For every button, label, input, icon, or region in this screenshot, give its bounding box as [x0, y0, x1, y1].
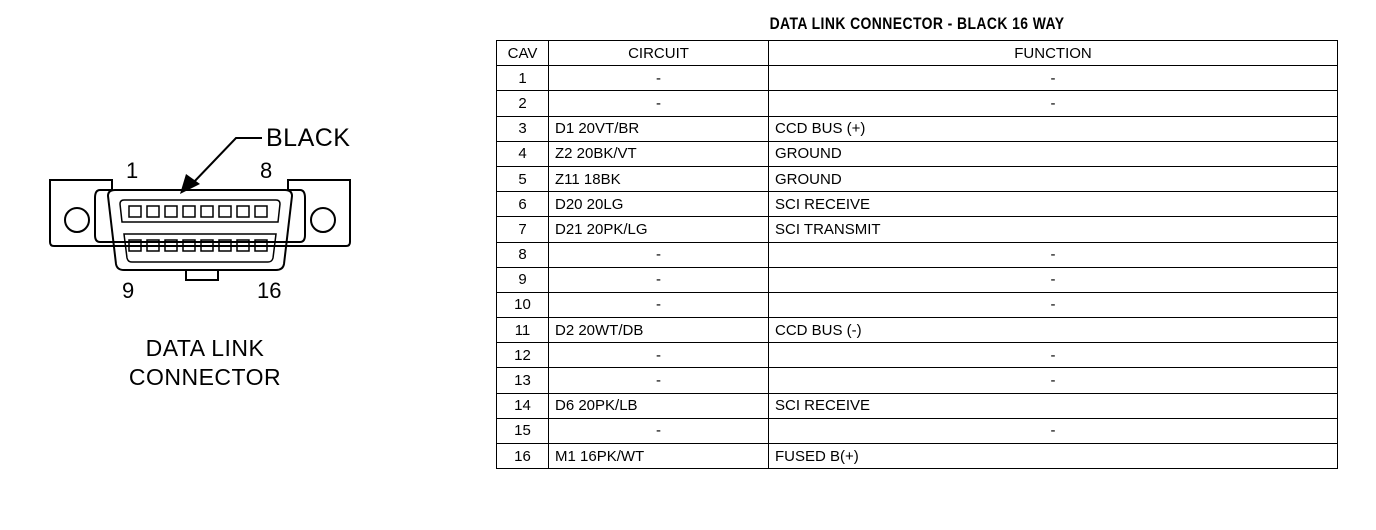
function-cell: FUSED B(+)	[769, 444, 1338, 469]
circuit-cell: -	[549, 368, 769, 393]
cav-cell: 1	[497, 66, 549, 91]
pin	[255, 206, 267, 217]
function-cell: -	[769, 292, 1338, 317]
circuit-cell: -	[549, 292, 769, 317]
cav-cell: 15	[497, 418, 549, 443]
table-row	[497, 343, 1338, 368]
caption-line-2: CONNECTOR	[128, 364, 282, 390]
left-mounting-hole	[65, 208, 89, 232]
table-body	[497, 66, 1338, 469]
connector-pinout-table	[496, 40, 1338, 469]
upper-row-outline	[120, 200, 280, 222]
header-cav: CAV	[497, 41, 549, 66]
circuit-cell: D2 20WT/DB	[549, 318, 769, 343]
cav-cell: 7	[497, 217, 549, 242]
table-row	[497, 217, 1338, 242]
pin	[219, 206, 231, 217]
callout-label: BLACK	[266, 124, 351, 152]
function-cell: -	[769, 242, 1338, 267]
table-title: DATA LINK CONNECTOR - BLACK 16 WAY	[769, 14, 1065, 33]
caption-line-1: DATA LINK	[145, 335, 265, 361]
cav-cell: 3	[497, 116, 549, 141]
table-row	[497, 393, 1338, 418]
function-cell: GROUND	[769, 141, 1338, 166]
circuit-cell: -	[549, 267, 769, 292]
table-row	[497, 91, 1338, 116]
cav-cell: 4	[497, 141, 549, 166]
pin	[147, 206, 159, 217]
table-row	[497, 418, 1338, 443]
circuit-cell: D20 20LG	[549, 192, 769, 217]
circuit-cell: M1 16PK/WT	[549, 444, 769, 469]
function-cell: -	[769, 91, 1338, 116]
function-cell: SCI RECEIVE	[769, 393, 1338, 418]
cav-cell: 16	[497, 444, 549, 469]
circuit-cell: D1 20VT/BR	[549, 116, 769, 141]
circuit-cell: D6 20PK/LB	[549, 393, 769, 418]
pin	[165, 206, 177, 217]
table-row	[497, 242, 1338, 267]
function-cell: -	[769, 267, 1338, 292]
circuit-cell: -	[549, 91, 769, 116]
keying-tab	[186, 270, 218, 280]
function-cell: -	[769, 343, 1338, 368]
table-row	[497, 66, 1338, 91]
figure-caption	[80, 334, 330, 392]
function-cell: GROUND	[769, 166, 1338, 191]
connector-figure	[40, 110, 370, 410]
table-row	[497, 192, 1338, 217]
cav-cell: 6	[497, 192, 549, 217]
table-row	[497, 116, 1338, 141]
cav-cell: 11	[497, 318, 549, 343]
circuit-cell: D21 20PK/LG	[549, 217, 769, 242]
function-cell: -	[769, 368, 1338, 393]
cav-cell: 12	[497, 343, 549, 368]
table-row	[497, 267, 1338, 292]
cav-cell: 9	[497, 267, 549, 292]
table-row	[497, 318, 1338, 343]
pin	[129, 206, 141, 217]
pin	[237, 206, 249, 217]
pin-label-8: 8	[260, 158, 273, 183]
cav-cell: 5	[497, 166, 549, 191]
cav-cell: 14	[497, 393, 549, 418]
cav-cell: 10	[497, 292, 549, 317]
upper-pin-row	[129, 206, 267, 217]
function-cell: CCD BUS (-)	[769, 318, 1338, 343]
circuit-cell: -	[549, 418, 769, 443]
pin	[183, 206, 195, 217]
cav-cell: 2	[497, 91, 549, 116]
cav-cell: 13	[497, 368, 549, 393]
header-function: FUNCTION	[769, 41, 1338, 66]
circuit-cell: Z2 20BK/VT	[549, 141, 769, 166]
table-row	[497, 292, 1338, 317]
circuit-cell: -	[549, 242, 769, 267]
circuit-cell: -	[549, 66, 769, 91]
function-cell: CCD BUS (+)	[769, 116, 1338, 141]
table-row	[497, 444, 1338, 469]
pin-label-9: 9	[122, 278, 135, 303]
pin-label-1: 1	[126, 158, 139, 183]
pin	[201, 206, 213, 217]
circuit-cell: Z11 18BK	[549, 166, 769, 191]
table-row	[497, 141, 1338, 166]
function-cell: SCI RECEIVE	[769, 192, 1338, 217]
table-row	[497, 166, 1338, 191]
table-row	[497, 368, 1338, 393]
table-header-row	[497, 41, 1338, 66]
header-circuit: CIRCUIT	[549, 41, 769, 66]
function-cell: -	[769, 418, 1338, 443]
callout-leader	[192, 138, 262, 184]
connector-body	[108, 190, 292, 270]
function-cell: -	[769, 66, 1338, 91]
function-cell: SCI TRANSMIT	[769, 217, 1338, 242]
circuit-cell: -	[549, 343, 769, 368]
pin-label-16: 16	[257, 278, 282, 303]
right-mounting-hole	[311, 208, 335, 232]
cav-cell: 8	[497, 242, 549, 267]
